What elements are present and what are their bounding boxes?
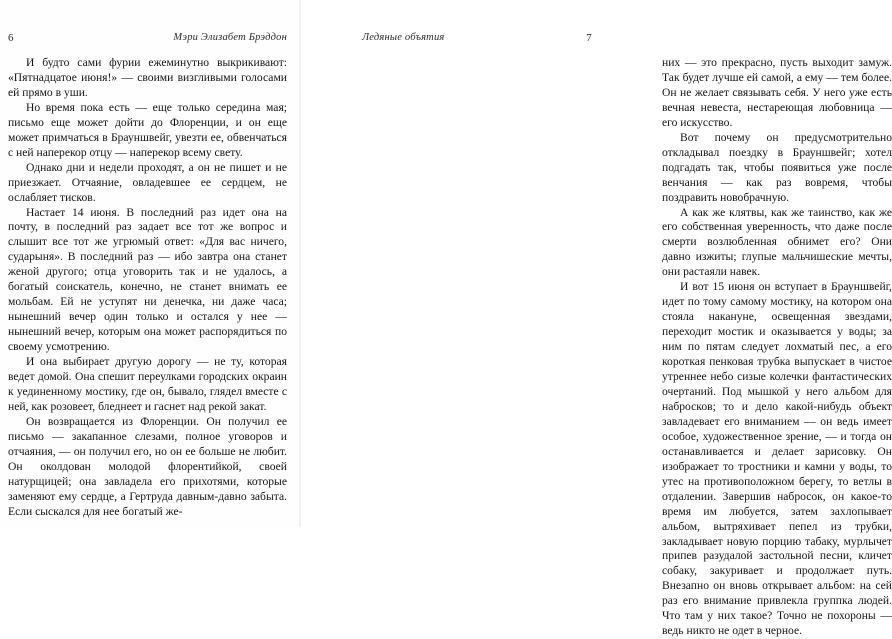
paragraph: Он возвращается из Флоренции. Он получил ее письмо — закапанное слезами, полное уговоров и отчаяния, — он получил его, но он ее больше не любит. Он околдован молодой флорентийкой, своей натурщицей; она завладела его прихотями, которые заменяют ему сердце, а Гертруда давным-давно забыта. Если сыскался для нее богатый же- <box>8 414 287 518</box>
left-page <box>0 0 300 527</box>
paragraph: Однако дни и недели проходят, а он не пишет и не приезжает. Отчаяние, овладевшее ее сердцем, не ослабляет тисков. <box>8 160 287 204</box>
paragraph-continued: них — это прекрасно, пусть выходит замуж. Так будет лучше ей самой, а ему — тем более. Он не желает связывать себя. У него уже есть вечная невеста, нестареющая любовница — его искусство. <box>662 56 892 129</box>
right-page <box>300 0 892 638</box>
paragraph: Вот почему он предусмотрительно откладывал поездку в Брауншвейг; хотел подгадать так, чтобы появиться уже после венчания — как раз вовремя, чтобы поздравить новобрачную. <box>662 130 892 204</box>
paragraph: А как же клятвы, как же таинство, как же его собственная уверенность, что даже после смерти возлюбленная обнимет его? Они давно изжиты; глупые мальчишеские мечты, они растаяли навек. <box>662 205 892 279</box>
left-page-running-head: Мэри Элизабет Брэддон <box>173 32 287 43</box>
right-page-folio: 7 <box>586 32 592 44</box>
paragraph: И она выбирает другую дорогу — не ту, которая ведет домой. Она спешит переулками городских окраин к уединенному мостику, где он, бывало, глядел вместе с ней, как розовеет, бледнеет и гаснет над рекой закат. <box>8 355 287 413</box>
left-page-folio: 6 <box>8 32 14 44</box>
paragraph: Настает 14 июня. В последний раз идет она на почту, в последний раз задает все тот же вопрос и слышит все тот же угрюмый ответ: «Для вас ничего, сударыня». В последний раз — ибо завтра она станет женой другого; отца уговорить так и не удалось, а богатый соискатель, конечно, не станет внимать ее мольбам. Ей не уступят ни денечка, ни даже часа; нынешний вечер один только и остался у нее — нынешний вечер, которым она может распорядиться по своему усмотрению. <box>8 205 287 354</box>
right-page-running-head: Ледяные объятия <box>362 32 445 43</box>
paragraph: Но время пока есть — еще только середина мая; письмо еще может дойти до Флоренции, и он еще может примчаться в Брауншвейг, увезти ее, обвенчаться с ней наперекор отцу — наперекор всему свету. <box>8 100 287 159</box>
paragraph: И вот 15 июня он вступает в Брауншвейг, идет по тому самому мостику, на котором она стояла накануне, освещенная звездами, переходит мостик и оказывается у воды; за ним по пятам следует лохматый пес, а его короткая пенковая трубка выпускает в чистое утреннее небо сизые колечки фантастических очертаний. Под мышкой у него альбом для набросков; то и дело какой-нибудь объект завладевает его вниманием — он ведь имеет особое, художественное зрение, — и тогда он останавливается и делает зарисовку. Он изображает то тростники и камни у воды, то утес на противоположном берегу, то ветлы в отдалении. Завершив набросок, он какое-то время им любуется, затем захлопывает альбом, вытряхивает пепел из трубки, закладывает новую порцию табаку, мурлычет припев разудалой застольной песни, кличет собаку, закуривает и продолжает путь. Внезапно он вновь открывает альбом: на сей раз его внимание привлекла группка людей. Что там у них такое? Точно не похороны — ведь никто не одет в черное. <box>662 280 892 638</box>
right-page-textblock <box>662 56 892 639</box>
paragraph: И будто сами фурии ежеминутно выкрикивают: «Пятнадцатое июня!» — своими визгливыми голосами ей прямо в уши. <box>8 56 287 99</box>
left-page-textblock <box>8 56 287 520</box>
